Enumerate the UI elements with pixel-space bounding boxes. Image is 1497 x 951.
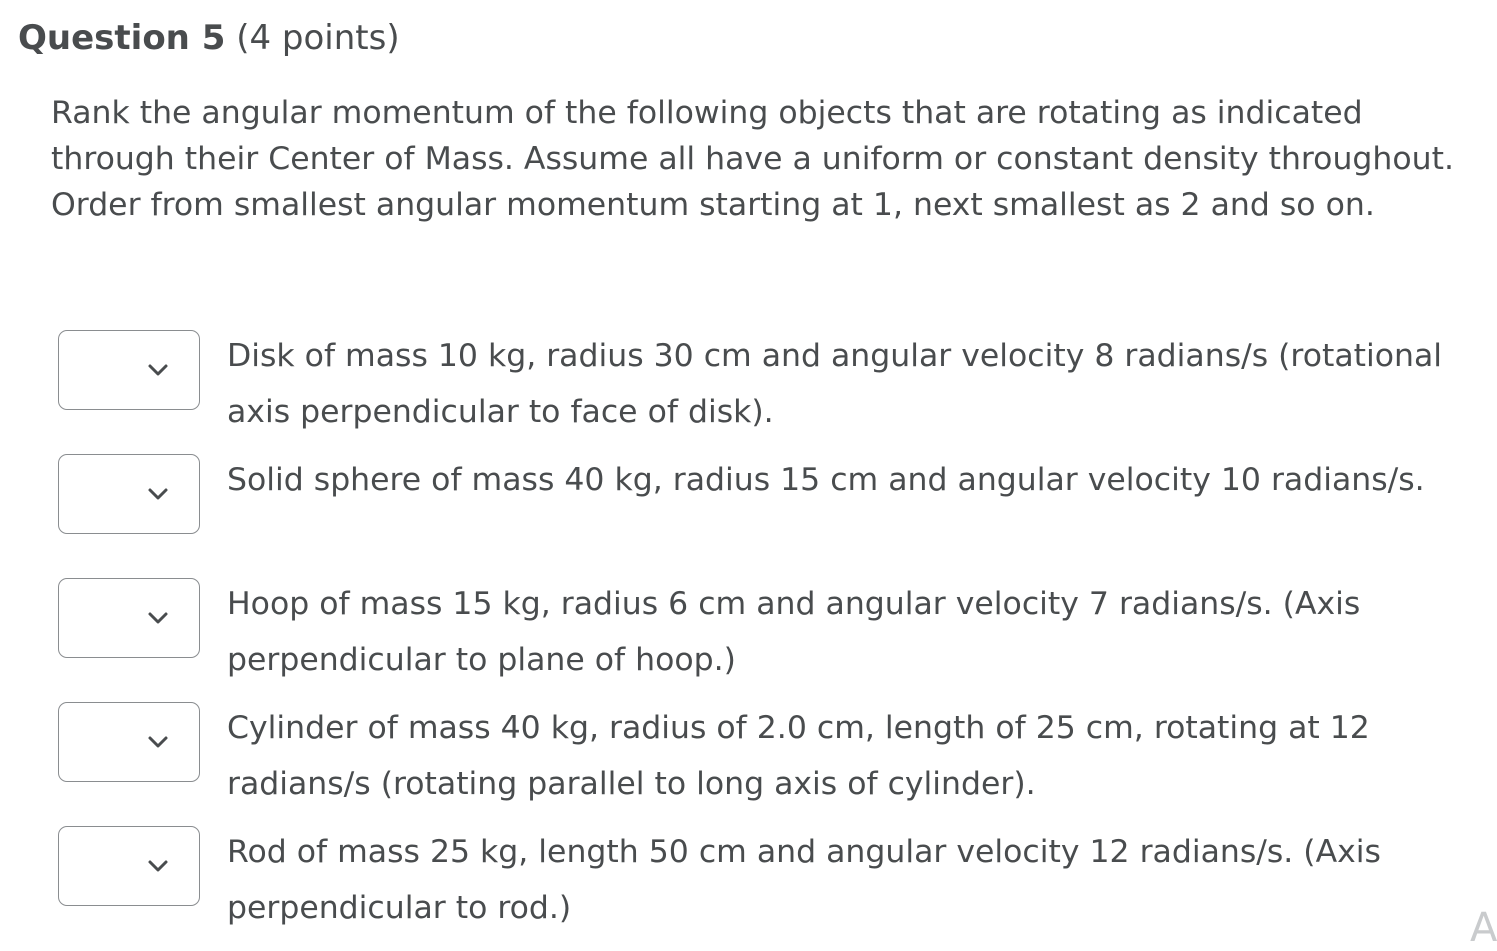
option-row-3	[58, 576, 1478, 700]
question-prompt: Rank the angular momentum of the following objects that are rotating as indicated through their Center of Mass. Assume all have a uniform or constant density throughout. Order from smallest angular momentum starting at 1, next smallest as 2 and so on.	[51, 95, 1454, 223]
question-header	[18, 16, 400, 60]
rank-select-2[interactable]	[58, 454, 200, 534]
option-text-4: Cylinder of mass 40 kg, radius of 2.0 cm, length of 25 cm, rotating at 12 radians/s (rotating parallel to long axis of cylinder).	[227, 710, 1370, 802]
rank-select-1[interactable]	[58, 330, 200, 410]
option-row-4	[58, 700, 1478, 824]
option-text-1: Disk of mass 10 kg, radius 30 cm and angular velocity 8 radians/s (rotational axis perpendicular to face of disk).	[227, 338, 1443, 430]
question-points: (4 points)	[236, 18, 400, 58]
rank-select-3[interactable]	[58, 578, 200, 658]
option-text-3: Hoop of mass 15 kg, radius 6 cm and angular velocity 7 radians/s. (Axis perpendicular to plane of hoop.)	[227, 586, 1361, 678]
option-text-5: Rod of mass 25 kg, length 50 cm and angular velocity 12 radians/s. (Axis perpendicular to rod.)	[227, 834, 1381, 926]
chevron-down-icon	[147, 611, 169, 625]
corner-glyph: A	[1470, 905, 1497, 951]
option-row-2	[58, 452, 1478, 576]
chevron-down-icon	[147, 487, 169, 501]
rank-select-5[interactable]	[58, 826, 200, 906]
rank-select-4[interactable]	[58, 702, 200, 782]
option-row-1	[58, 328, 1478, 452]
option-row-5	[58, 824, 1478, 948]
chevron-down-icon	[147, 859, 169, 873]
question-title: Question 5	[18, 18, 226, 58]
ranking-options	[58, 328, 1478, 948]
chevron-down-icon	[147, 735, 169, 749]
option-text-2: Solid sphere of mass 40 kg, radius 15 cm and angular velocity 10 radians/s.	[227, 462, 1425, 498]
chevron-down-icon	[147, 363, 169, 377]
